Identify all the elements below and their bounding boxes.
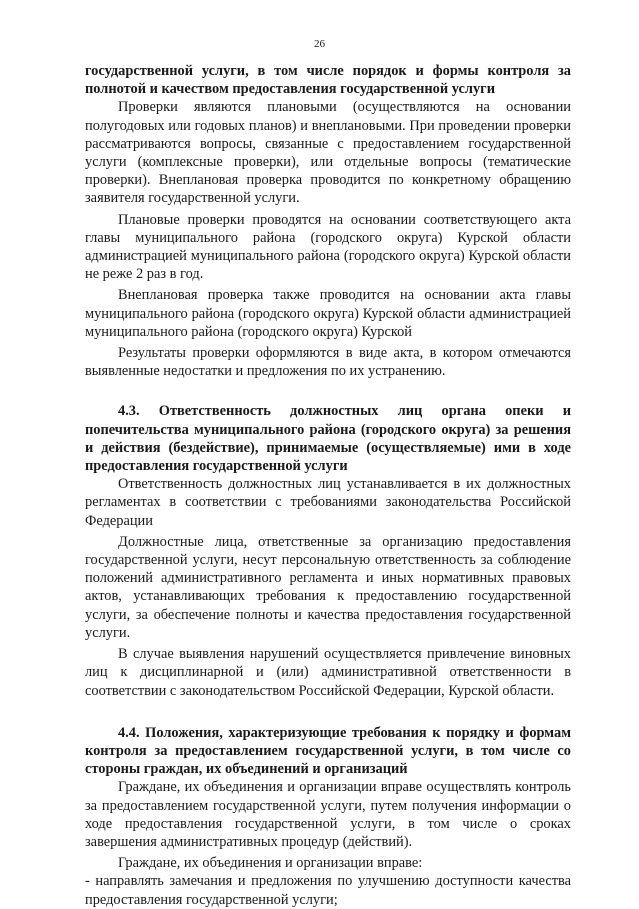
list-item-remarks: - направлять замечания и предложения по улучшению доступности качества предоставления государственной услуги;	[85, 873, 571, 908]
page-number: 26	[314, 38, 325, 50]
paragraph-citizens-control: Граждане, их объединения и организации вправе осуществлять контроль за предоставлением государственной услуги, путем получения информации о ходе предоставления государственной услуги, в том числе о сроках завершения административных процедур (действий).	[85, 779, 571, 850]
continued-heading: государственной услуги, в том числе порядок и формы контроля за полнотой и качеством предоставления государственной услуги	[85, 63, 571, 98]
paragraph-violations: В случае выявления нарушений осуществляется привлечение виновных лиц к дисциплинарной и (или) административной ответственности в соответствии с законодательством Российской Федерации, Курской области.	[85, 646, 571, 699]
paragraph-inspection-results: Результаты проверки оформляются в виде акта, в котором отмечаются выявленные недостатки и предложения по их устранению.	[85, 345, 571, 380]
paragraph-citizens-rights: Граждане, их объединения и организации вправе:	[118, 855, 423, 872]
paragraph-officials-responsibility: Ответственность должностных лиц устанавливается в их должностных регламентах в соответствии с требованиями законодательства Российской Федерации	[85, 476, 571, 529]
document-body	[85, 62, 571, 909]
section-heading-4-4: 4.4. Положения, характеризующие требования к порядку и формам контроля за предоставлением государственной услуги, в том числе со стороны граждан, их объединений и организаций	[85, 724, 571, 778]
paragraph-inspections-types: Проверки являются плановыми (осуществляются на основании полугодовых или годовых планов) и внеплановыми. При проведении проверки рассматриваются вопросы, связанные с предоставлением государственной услуги (комплексные проверки), или отдельные вопросы (тематические проверки). Внеплановая проверка проводится по конкретному обращению заявителя государственной услуги.	[85, 99, 571, 207]
section-heading-4-3: 4.3. Ответственность должностных лиц органа опеки и попечительства муниципального района (городского округа) за решения и действия (бездействие), принимаемые (осуществляемые) ими в ходе предоставления государственной услуги	[85, 403, 571, 475]
paragraph-unplanned-inspections: Внеплановая проверка также проводится на основании акта главы муниципального района (городского округа) Курской области администрацией муниципального района (городского округа) Курской	[85, 287, 571, 340]
paragraph-planned-inspections: Плановые проверки проводятся на основании соответствующего акта главы муниципального района (городского округа) Курской области администрацией муниципального района (городского округа) Курской области не реже 2 раз в год.	[85, 211, 571, 283]
paragraph-personal-responsibility: Должностные лица, ответственные за организацию предоставления государственной услуги, несут персональную ответственность за соблюдение положений административного регламента и иных нормативных правовых актов, устанавливающих требования к предоставлению государственной услуги, за обеспечение полноты и качества предоставления государственной услуги.	[85, 533, 571, 641]
